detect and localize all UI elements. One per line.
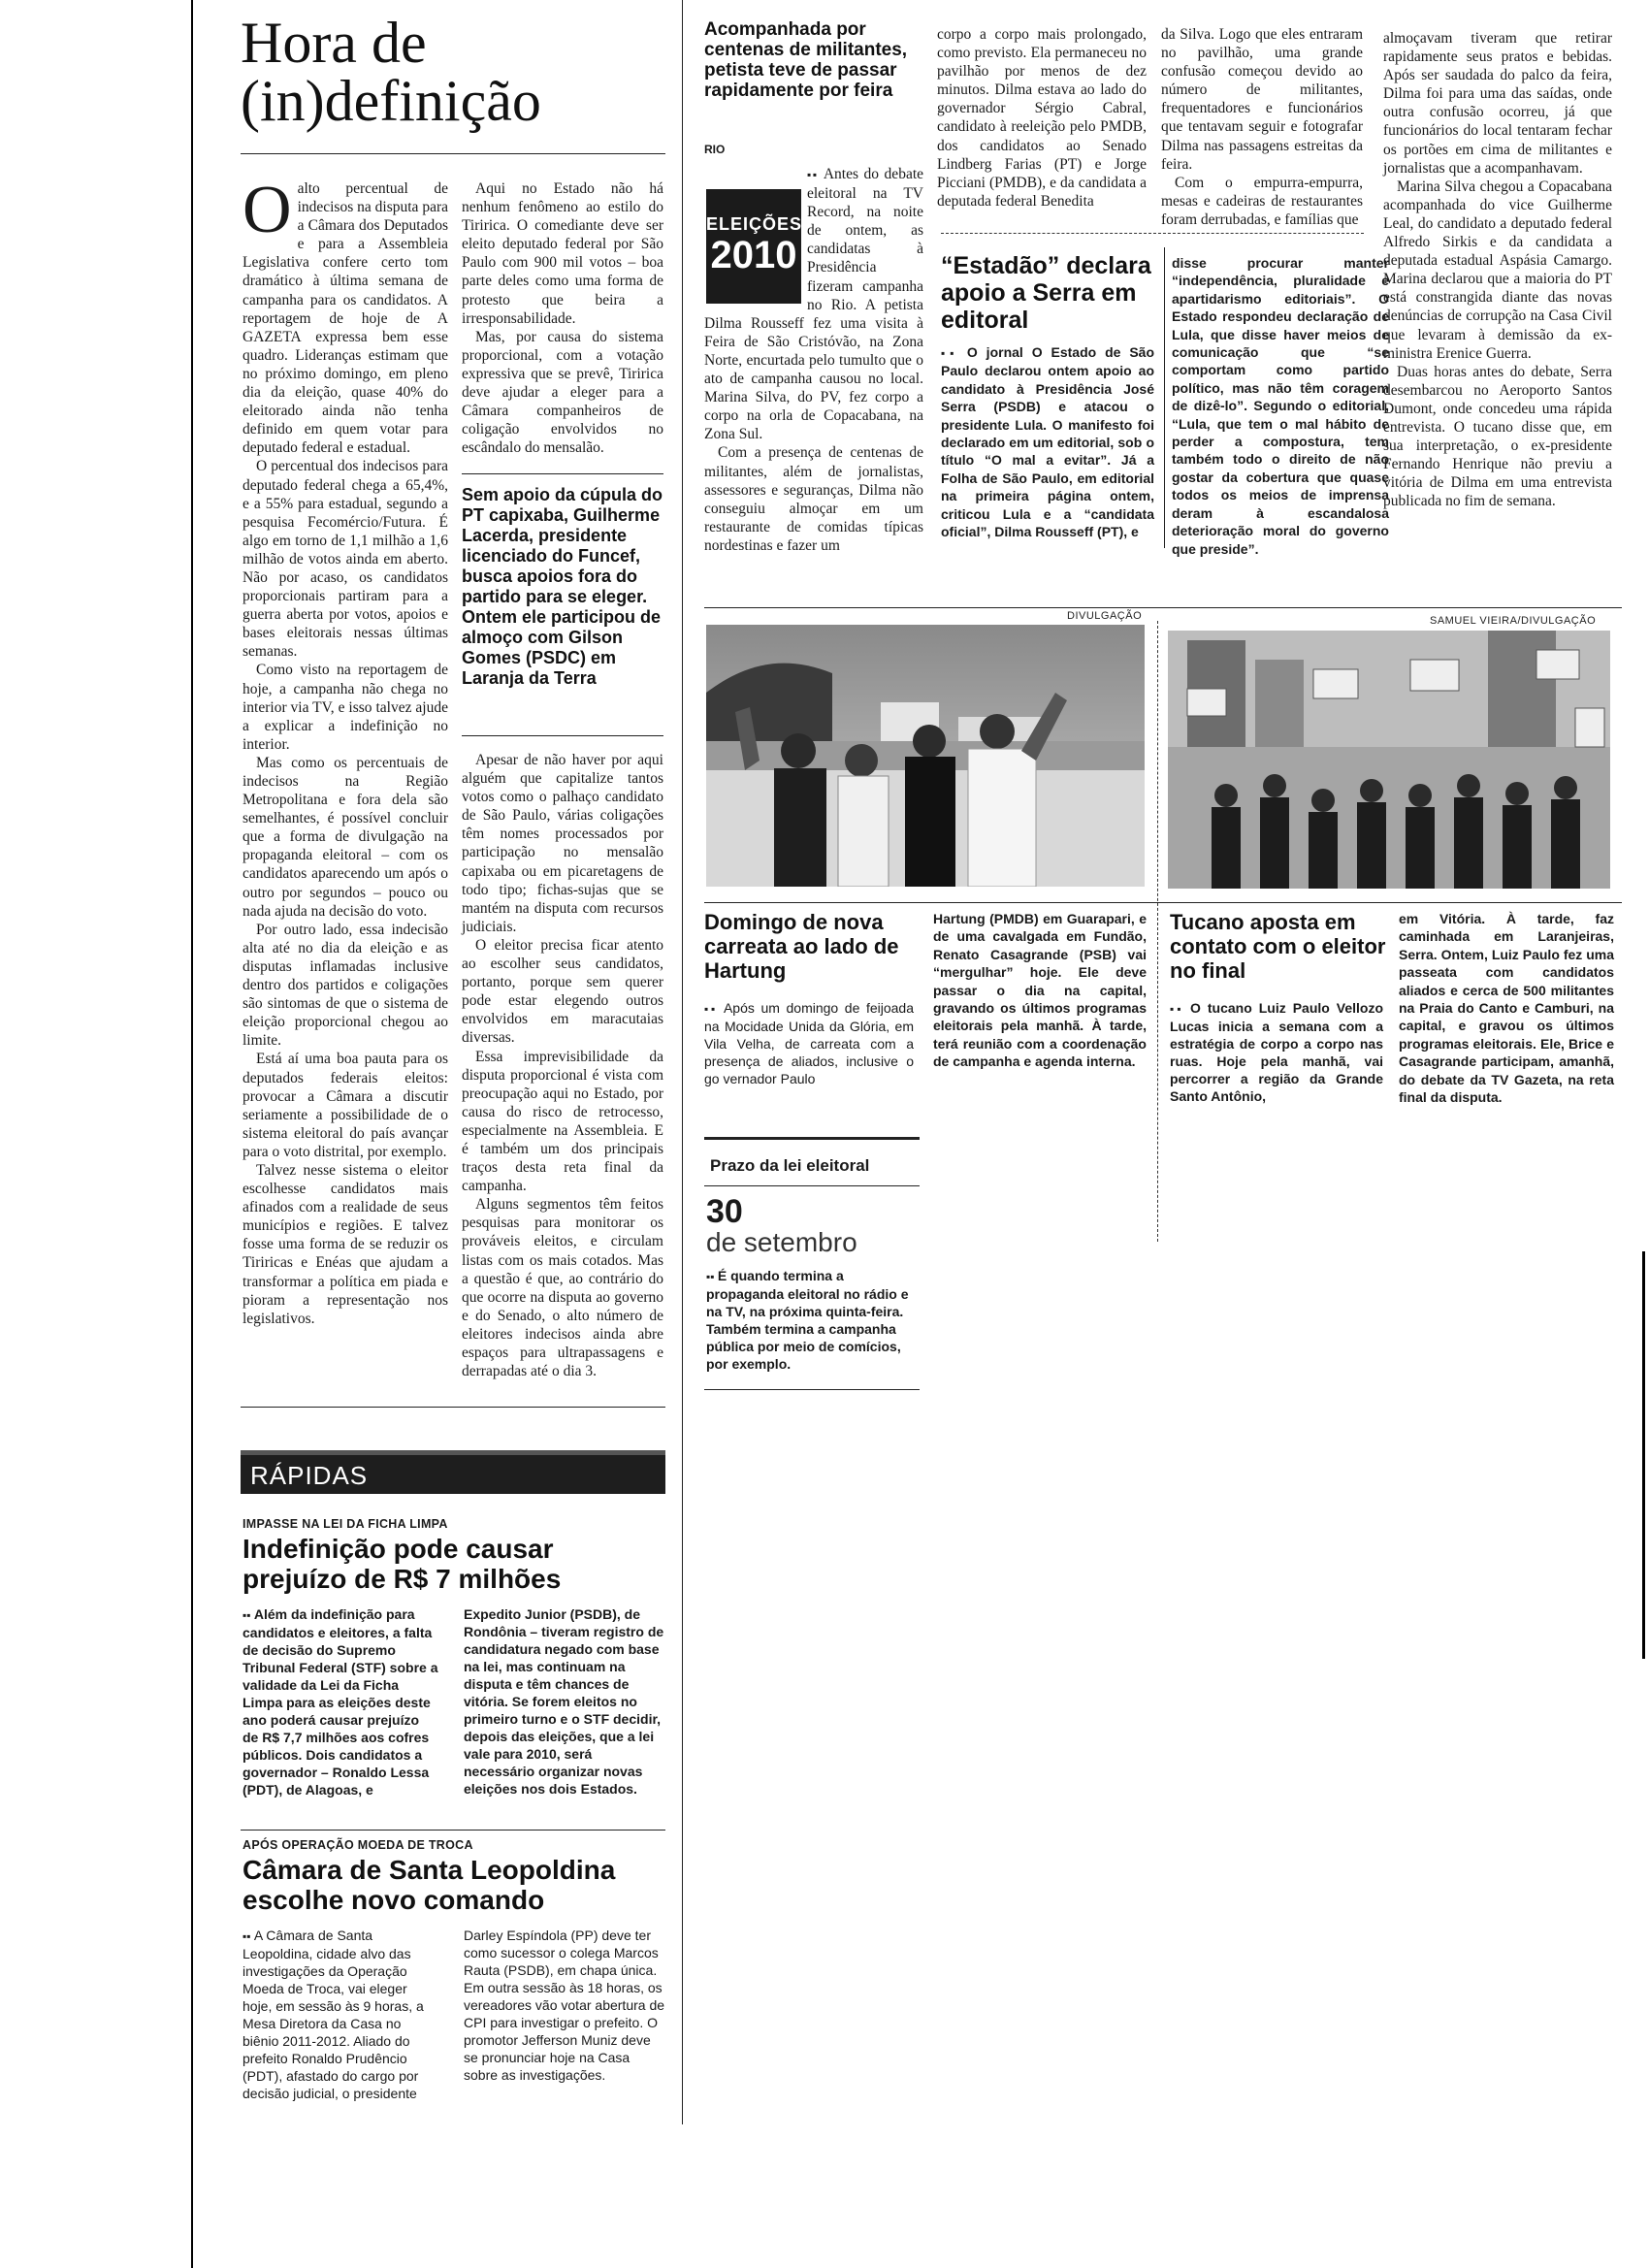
bullet-icon: ▪▪	[941, 346, 967, 360]
rapidas-item2-left: ▪▪ A Câmara de Santa Leopoldina, cidade alvo das investigações da Operação Moeda de Troca, vai eleger hoje, em sessão às 9 horas, a Mesa Diretora da Casa no biênio 2011-2012. Aliado do prefeito Ronaldo Prudêncio (PDT), afastado do cargo por decisão judicial, o presidente	[242, 1928, 424, 2101]
rapidas-item2-right: Darley Espíndola (PP) deve ter como sucessor o colega Marcos Rauta (PSDB), em chapa única. Em outra sessão às 18 horas, os vereadores vão votar abertura de CPI para investigar o prefeito. O promotor Jefferson Muniz deve se pronunciar hoje na Casa sobre as investigações.	[464, 1928, 665, 2083]
bullet-icon: ▪▪	[242, 1929, 254, 1943]
hartung-top-rule	[704, 902, 1622, 903]
rapidas-item2-kicker: APÓS OPERAÇÃO MOEDA DE TROCA	[242, 1838, 473, 1852]
prazo-text: ▪▪ É quando termina a propaganda eleitoral no rádio e na TV, na próxima quinta-feira. Também termina a campanha pública por meio de comícios, por exemplo.	[706, 1268, 909, 1372]
badge-line-2: 2010	[710, 234, 797, 276]
bullet-icon: ▪▪	[1170, 1002, 1191, 1016]
dilma-col-d-para-3: Duas horas antes do debate, Serra desembarcou no Aeroporto Santos Dumont, onde concedeu uma rápida entrevista. O tucano disse que, em sua interpretação, o ex-presidente Fernando Henrique não previu a vitória de Dilma em uma entrevista publicada no fim de semana.	[1383, 363, 1612, 510]
photos-divider	[1157, 621, 1159, 1242]
tucano-headline: Tucano aposta em contato com o eleitor no final	[1170, 910, 1386, 983]
pullquote-rule-bottom	[462, 735, 663, 736]
col2-para-5: Essa imprevisibilidade da disputa proporcional é vista com preocupação aqui no Estado, por causa do risco de retrocesso, especialmente na Assembleia. E é também um dos principais traços desta reta final da campanha.	[462, 1048, 663, 1195]
dilma-headline: Acompanhada por centenas de militantes, petista teve de passar rapidamente por feira	[704, 19, 908, 101]
dilma-col-a-para-2: Com a presença de centenas de militantes, além de jornalistas, assessores e seguranças, Dilma não conseguiu almoçar em um restaurante de comidas típicas nordestinas e fazer um	[704, 444, 923, 554]
main-story-end-rule	[241, 1407, 665, 1408]
carreata-photo-image	[706, 625, 1145, 887]
main-story-col1	[242, 173, 448, 1328]
badge-line-1: ELEIÇÕES	[706, 214, 803, 234]
rapidas-item2-headline: Câmara de Santa Leopoldina escolhe novo comando	[242, 1855, 616, 1915]
col1-para-4: Mas como os percentuais de indecisos na Região Metropolitana e fora dela são semelhantes, é possível concluir que a forma de divulgação na propaganda eleitoral – com os candidatos aparecendo um após o outro por segundos – pouco ou nada ajuda na decisão do voto.	[242, 754, 448, 920]
dilma-col-b: corpo a corpo mais prolongado, como previsto. Ela permaneceu no pavilhão por menos de dez minutos. Dilma estava ao lado do governador Sérgio Cabral, candidato à reeleição pelo PMDB, dos candidatos ao Senado Lindberg Farias (PT) e Jorge Picciani (PMDB), e da candidata a deputada federal Benedita	[937, 26, 1147, 210]
rapidas-item1-left: ▪▪ Além da indefinição para candidatos e eleitores, a falta de decisão do Supremo Tribunal Federal (STF) sobre a validade da Lei da Ficha Limpa para as eleições deste ano poderá causar prejuízo de R$ 7,7 milhões aos cofres públicos. Dois candidatos a governador – Ronaldo Lessa (PDT), de Alagoas, e	[242, 1606, 438, 1798]
dilma-col-c: da Silva. Logo que eles entraram no pavilhão, uma grande confusão começou devido ao número de militantes, frequentadores e funcionários que tentavam seguir e fotografar Dilma nas passagens estreitas da feira. Com o empurra-empurra, mesas e cadeiras de restaurantes foram derrubadas, e famílias que	[1161, 26, 1363, 228]
col2-para-3: Apesar de não haver por aqui alguém que capitalize tantos votos como o palhaço candidato de São Paulo, várias coligações têm nomes processados por participação no mensalão capixaba ou em picaretagens de todo tipo; fichas-sujas que se mantém na disputa com recursos judiciais.	[462, 752, 663, 935]
hartung-body-right: Hartung (PMDB) em Guarapari, e de uma cavalgada em Fundão, Renato Casagrande (PSB) vai “mergulhar” hoje. Ele deve passar o dia na capital, gravando os últimos programas eleitorais pela manhã. À tarde, terá reunião com a coordenação de campanha e agenda interna.	[933, 911, 1147, 1070]
prazo-rule-bottom	[704, 1389, 920, 1390]
carreata-photo	[706, 625, 1145, 887]
dilma-col-a: ▪▪ Antes do debate eleitoral na TV Record, na noite de ontem, as candidatas à Presidência fizeram campanha no Rio. A petista Dilma Rousseff fez uma visita à Feira de São Cristóvão, na Zona Norte, encurtada pelo tumulto que o ato de campanha causou no local. Marina Silva, do PV, fez corpo a corpo na orla de Copacabana, na Zona Sul. Com a presença de centenas de militantes, além de jornalistas, assessores e seguranças, Dilma não conseguiu almoçar em um restaurante de comidas típicas nordestinas e fazer um	[704, 166, 924, 554]
passeata-photo-image	[1168, 631, 1610, 889]
main-story-title	[241, 11, 667, 133]
dropcap: O	[242, 173, 292, 247]
bullet-icon: ▪▪	[242, 1608, 254, 1622]
tucano-body-right: em Vitória. À tarde, faz caminhada em Laranjeiras, Serra. Ontem, Luiz Paulo fez uma passeata com candidatos aliados e cerca de 500 militantes na Praia do Canto e Camburi, na capital, e gravou os últimos programas eleitorais. Ele, Brice e Casagrande participam, amanhã, do debate da TV Gazeta, na reta final da disputa.	[1399, 911, 1614, 1106]
bullet-icon: ▪▪	[807, 168, 824, 181]
col2-para-2: Mas, por causa do sistema proporcional, com a votação expressiva que se prevê, Tiririca deve ajudar a eleger para a Câmara companheiros de coligação envolvidos no escândalo do mensalão.	[462, 328, 663, 457]
rapidas-banner	[241, 1450, 665, 1494]
hartung-body-left: ▪▪ Após um domingo de feijoada na Mocidade Unida da Glória, em Vila Velha, de carreata com a presença de aliados, inclusive o go vernador Paulo	[704, 1000, 914, 1086]
dilma-dateline: RIO	[704, 143, 726, 156]
prazo-day: 30	[706, 1193, 743, 1230]
pullquote: Sem apoio da cúpula do PT capixaba, Guilherme Lacerda, presidente licenciado do Funcef, busca apoios fora do partido para se eleger. Ontem ele participou de almoço com Gilson Gomes (PSDC) em Laranja da Terra	[462, 485, 663, 688]
bullet-icon: ▪▪	[704, 1002, 724, 1016]
rapidas-item1-kicker: IMPASSE NA LEI DA FICHA LIMPA	[242, 1517, 448, 1531]
col1-para-2: O percentual dos indecisos para deputado federal chega a 65,4%, e a 55% para estadual, segundo a pesquisa Fecomércio/Futura. É algo em torno de 1,1 milhão a 1,6 milhão de votos ainda em aberto. Não por acaso, os candidatos proporcionais partiram para a guerra aberta por votos, apoios e bases eleitorais nessas últimas semanas.	[242, 458, 448, 661]
rapidas-divider	[241, 1830, 665, 1831]
col1-para-6: Está aí uma boa pauta para os deputados federais eleitos: provocar a Câmara a discutir seriamente a possibilidade de o sistema eleitoral do país avançar para o voto distrital, por exemplo.	[242, 1051, 448, 1160]
prazo-rule-top	[704, 1137, 920, 1140]
pullquote-rule-top	[462, 473, 663, 474]
prazo-label: Prazo da lei eleitoral	[710, 1156, 870, 1175]
title-line-2: (in)definição	[241, 69, 541, 133]
bullet-icon: ▪▪	[706, 1270, 718, 1283]
estadao-body-left: ▪▪ O jornal O Estado de São Paulo declarou ontem apoio ao candidato à Presidência José Serra (PSDB) e atacou o presidente Lula. O manifesto foi declarado em um editorial, sob o título “O mal a evitar”. Já a Folha de São Paulo, em editorial na primeira página ontem, criticou Lula e a “candidata oficial”, Dilma Rousseff (PT), e	[941, 344, 1154, 540]
col1-para-7: Talvez nesse sistema o eleitor escolhesse candidatos mais afinados com a realidade de seus municípios e regiões. E talvez fosse uma forma de se reduzir os Tiriricas e Enéas que ajudam a transformar a política em piada e pioram a representação nos legislativos.	[242, 1161, 448, 1327]
col1-para-3: Como visto na reportagem de hoje, a campanha não chega no interior via TV, e isso talvez ajude a explicar a indefinição no interior.	[242, 662, 448, 753]
dilma-col-d: almoçavam tiveram que retirar rapidamente seus pratos e bebidas. Após ser saudada do palco da feira, Dilma foi para uma das saídas, onde outra confusão ocorreu, já que funcionários do local tentaram fechar os portões em cima de militantes e jornalistas que a acompanhavam. Marina Silva chegou a Copacabana acompanhada do vice Guilherme Leal, do candidato a deputado federal Alfredo Sirkis e da candidata a deputada estadual Aspásia Camargo. Marina declarou que a maioria do PT está constrangida diante das novas denúncias de corrupção na Casa Civil que levaram à demissão da ex-ministra Erenice Guerra. Duas horas antes do debate, Serra desembarcou no Aeroporto Santos Dumont, onde concedeu uma rápida entrevista. O tucano disse que, em sua interpretação, o ex-presidente Fernando Henrique não previu a vitória de Dilma em uma entrevista publicada no fim de semana.	[1383, 30, 1612, 510]
main-story-col2-bottom	[462, 751, 663, 1380]
estadao-box-top	[941, 233, 1364, 235]
main-story-col2-top	[462, 179, 663, 457]
passeata-photo	[1168, 631, 1610, 889]
tucano-body-left: ▪▪ O tucano Luiz Paulo Vellozo Lucas inicia a semana com a estratégia de corpo a corpo nas ruas. Hoje pela manhã, vai percorrer a região da Grande Santo Antônio,	[1170, 1000, 1383, 1104]
col2-para-4: O eleitor precisa ficar atento ao escolher seus candidatos, portanto, porque sem querer pode estar elegendo outros envolvidos em maracutaias diversas.	[462, 936, 663, 1047]
photos-top-rule	[704, 607, 1622, 608]
rapidas-label: RÁPIDAS	[250, 1461, 369, 1490]
rapidas-item1-headline: Indefinição pode causar prejuízo de R$ 7 milhões	[242, 1534, 562, 1594]
col2-para-6: Alguns segmentos têm feitos pesquisas para monitorar os prováveis eleitos, e circulam listas com os mais cotados. Mas a questão é que, ao contrário do que ocorre na disputa ao governo e do Senado, o alto número de eleitores indecisos ainda abre espaços para ultrapassagens e derrapadas até o dia 3.	[462, 1196, 663, 1380]
col1-para-1: Oalto percentual de indecisos na disputa para a Câmara dos Deputados e para a Assembleia Legislativa confere certo tom dramático à última semana de campanha para os candidatos. A reportagem de hoje de A GAZETA expressa bem esse quadro. Lideranças estimam que no próximo domingo, em pleno dia da eleição, quase 40% do eleitorado ainda não tenha definido em quem votar para deputado federal e estadual.	[242, 173, 448, 457]
estadao-headline: “Estadão” declara apoio a Serra em editoral	[941, 252, 1151, 334]
page-divider	[682, 0, 683, 2124]
dilma-col-d-para-2: Marina Silva chegou a Copacabana acompanhada do vice Guilherme Leal, do candidato a deputado federal Alfredo Sirkis e da candidata a deputada estadual Aspásia Camargo. Marina declarou que a maioria do PT está constrangida diante das novas denúncias de corrupção na Casa Civil que levaram à demissão da ex-ministra Erenice Guerra.	[1383, 178, 1612, 362]
title-underline	[241, 153, 665, 154]
rapidas-item1-right: Expedito Junior (PSDB), de Rondônia – tiveram registro de candidatura negado com base na lei, mas continuam na disputa e têm chances de vitória. Se forem eleitos no primeiro turno e o STF decidir, depois das eleições, que a lei vale para 2010, será necessário organizar novas eleições nos dois Estados.	[464, 1606, 664, 1797]
right-photo-credit: SAMUEL VIEIRA/DIVULGAÇÃO	[1430, 615, 1597, 627]
scan-edge-left	[191, 0, 193, 2268]
left-photo-credit: DIVULGAÇÃO	[1067, 610, 1143, 622]
title-line-1: Hora de	[241, 11, 427, 75]
estadao-body-right: disse procurar manter “independência, pluralidade e apartidarismo editoriais”. O Estado respondeu declaração de Lula, que disse haver meios de comunicação que “se comportam como partido político, mas não têm coragem de dizê-lo”. Segundo o editorial, “Lula, que tem o mal hábito de perder a compostura, tem também todo o direito de não gostar da cobertura que quase todos os meios de imprensa deram à escandalosa deterioração moral do governo que preside”.	[1172, 255, 1389, 557]
col2-para-1: Aqui no Estado não há nenhum fenômeno ao estilo do Tiririca. O comediante deve ser eleito deputado federal por São Paulo com 900 mil votos – boa parte deles como uma forma de protesto que beira a irresponsabilidade.	[462, 180, 663, 327]
prazo-label-rule	[704, 1185, 920, 1186]
dilma-col-c-para-2: Com o empurra-empurra, mesas e cadeiras de restaurantes foram derrubadas, e famílias que	[1161, 174, 1363, 228]
col1-para-5: Por outro lado, essa indecisão alta até no dia da eleição e as disputas inflamadas inclusive dentro dos partidos e coligações são sintomas de que o sistema de eleição proporcional chegou ao limite.	[242, 921, 448, 1050]
hartung-headline: Domingo de nova carreata ao lado de Hartung	[704, 910, 899, 983]
prazo-month: de setembro	[706, 1227, 857, 1257]
scan-edge-right	[1642, 1251, 1645, 1659]
estadao-inner-divider	[1164, 247, 1165, 548]
